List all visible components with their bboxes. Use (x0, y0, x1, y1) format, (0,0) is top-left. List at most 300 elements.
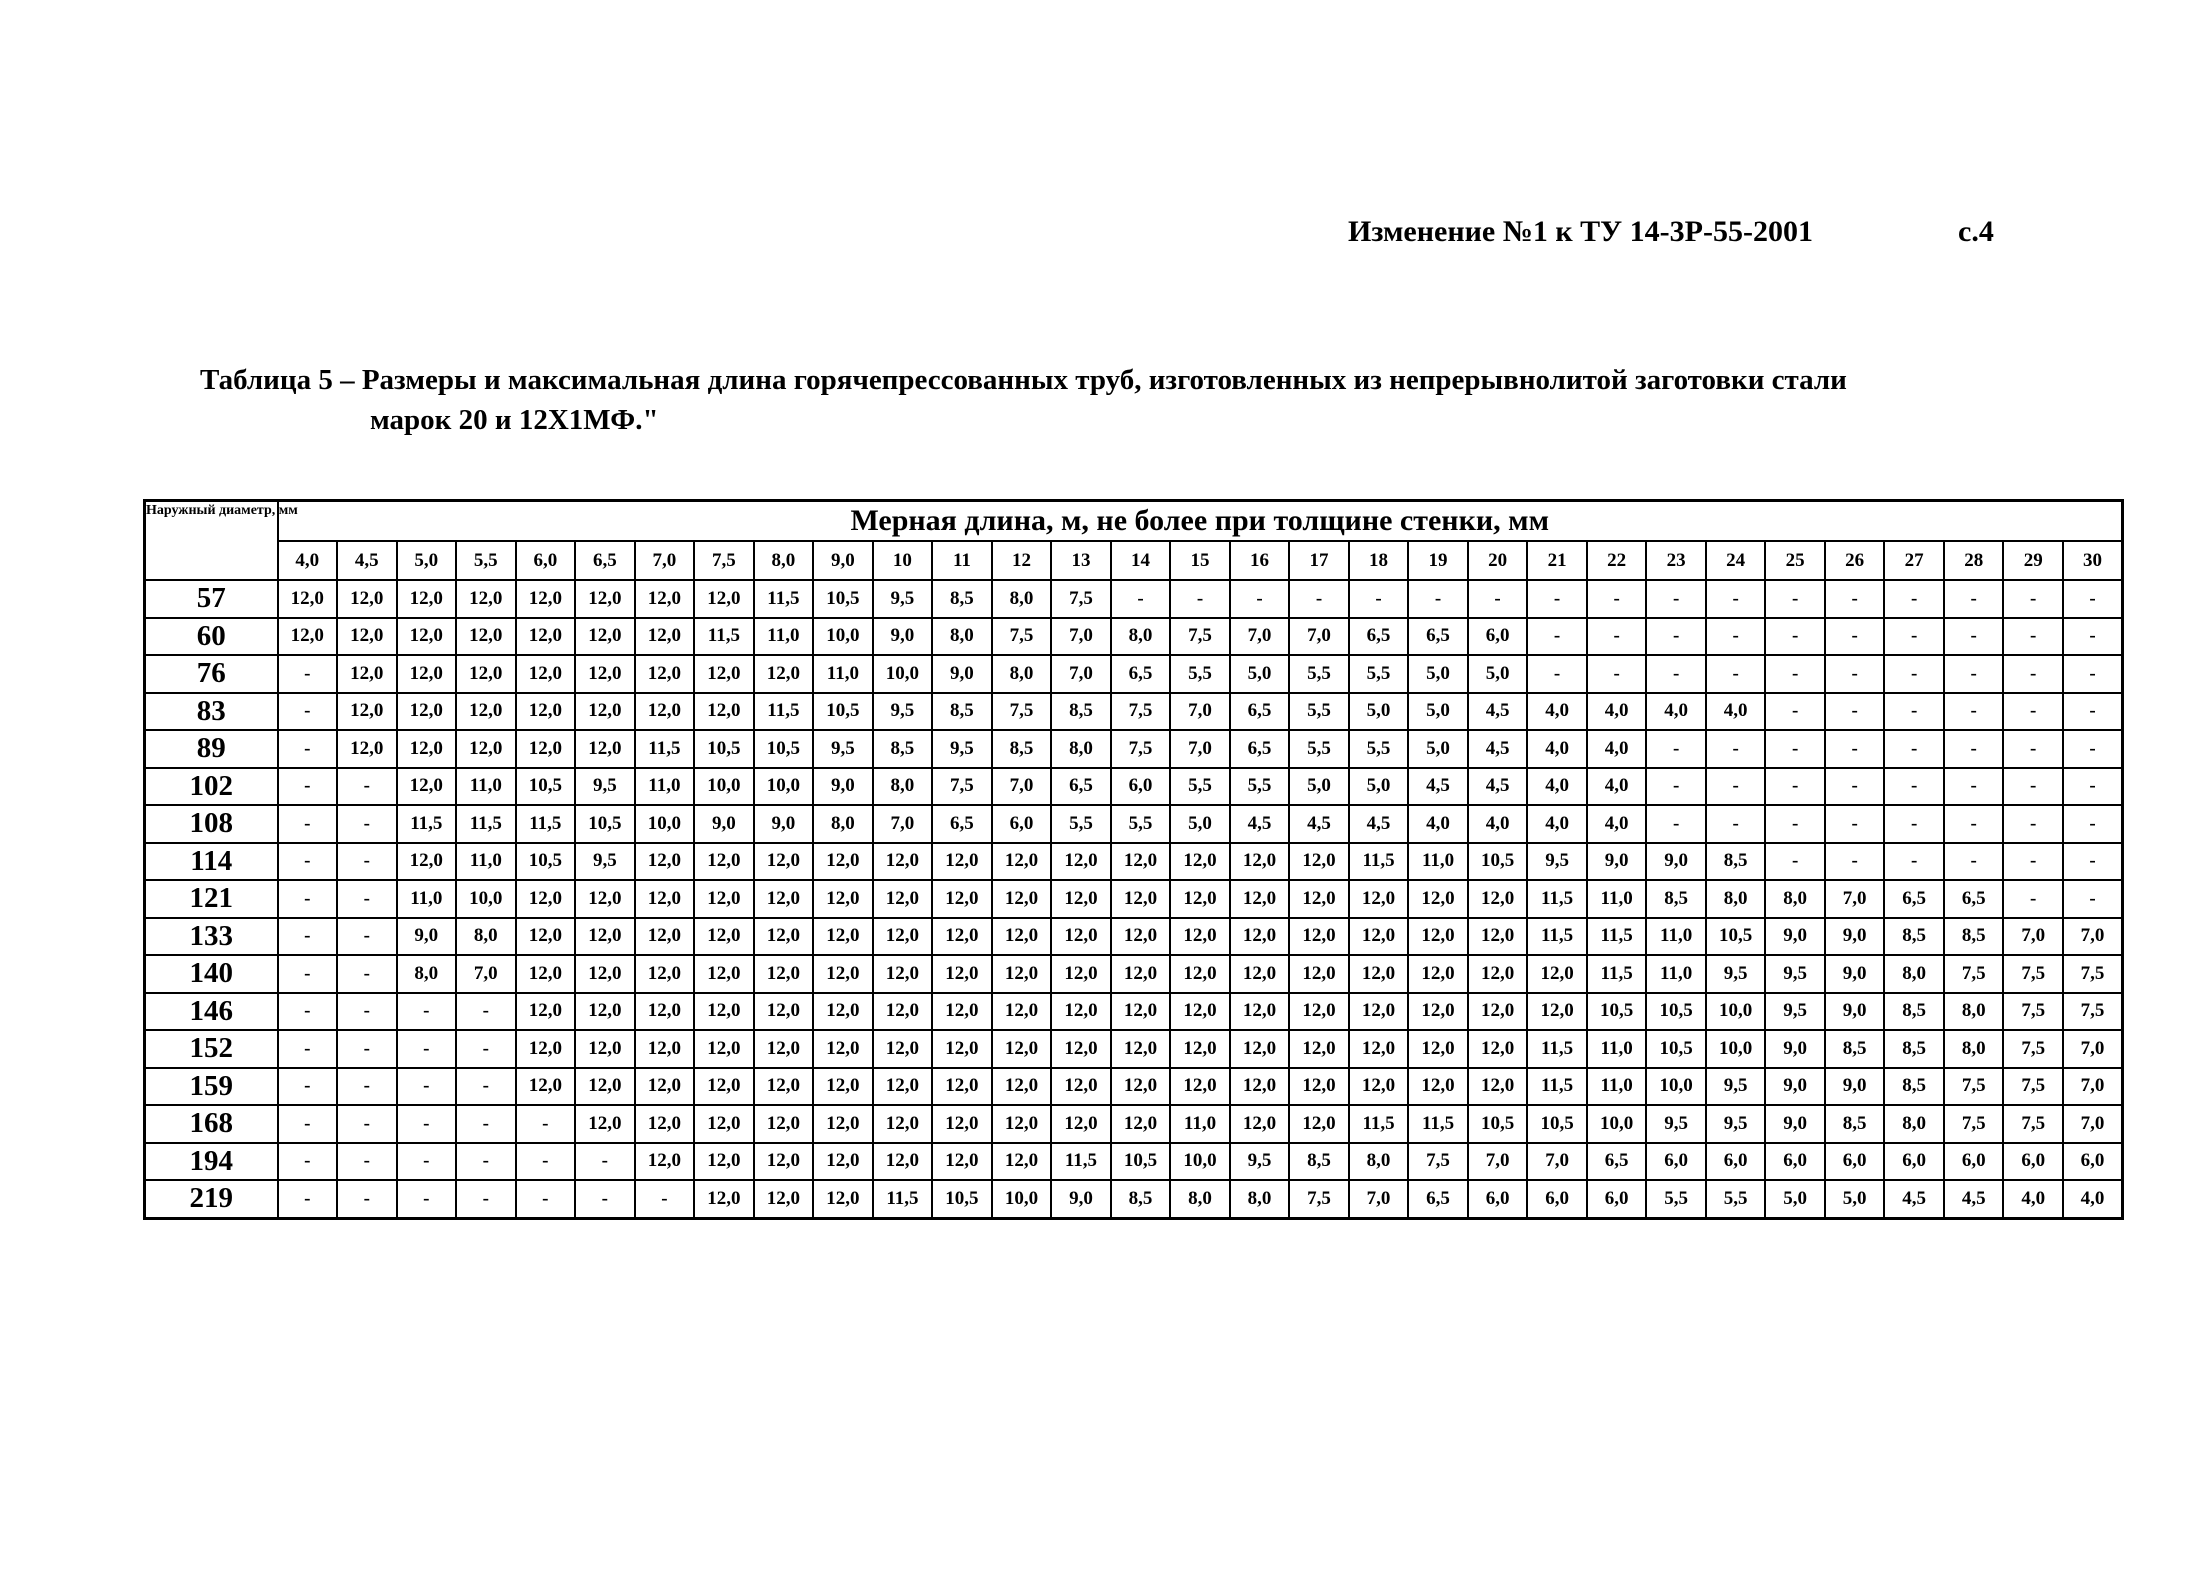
length-value-cell: 5,0 (1289, 768, 1349, 806)
length-value-cell: 11,5 (516, 805, 576, 843)
length-value-cell: 12,0 (516, 918, 576, 956)
length-value-cell: 12,0 (813, 955, 873, 993)
length-value-cell: 12,0 (1468, 918, 1528, 956)
length-value-cell: 5,0 (1349, 693, 1409, 731)
length-value-cell: 7,0 (1468, 1143, 1528, 1181)
length-value-cell: - (1884, 843, 1944, 881)
length-value-cell: 9,0 (932, 655, 992, 693)
length-value-cell: - (1884, 768, 1944, 806)
length-value-cell: 12,0 (1051, 1105, 1111, 1143)
length-value-cell: 10,0 (992, 1180, 1052, 1218)
length-value-cell: 12,0 (397, 655, 457, 693)
length-value-cell: 7,0 (2063, 1068, 2123, 1106)
length-value-cell: 12,0 (873, 918, 933, 956)
length-value-cell: 8,0 (1170, 1180, 1230, 1218)
thickness-header-cell: 20 (1468, 541, 1528, 580)
length-value-cell: 11,0 (1587, 1068, 1647, 1106)
length-value-cell: 12,0 (1170, 1030, 1230, 1068)
length-value-cell: 4,5 (1884, 1180, 1944, 1218)
thickness-header-cell: 30 (2063, 541, 2123, 580)
length-value-cell: 12,0 (932, 1030, 992, 1068)
length-value-cell: 12,0 (635, 993, 695, 1031)
table-row (145, 655, 2123, 693)
length-value-cell: 7,0 (2003, 918, 2063, 956)
length-value-cell: - (2063, 730, 2123, 768)
length-value-cell: 12,0 (754, 1105, 814, 1143)
outer-diameter-cell: 152 (145, 1030, 278, 1068)
thickness-header-cell: 22 (1587, 541, 1647, 580)
table-row (145, 618, 2123, 656)
length-value-cell: 11,5 (1349, 843, 1409, 881)
length-value-cell: 10,0 (873, 655, 933, 693)
length-value-cell: 12,0 (694, 1068, 754, 1106)
length-value-cell: 12,0 (813, 993, 873, 1031)
length-value-cell: - (516, 1105, 576, 1143)
length-value-cell: 11,0 (635, 768, 695, 806)
length-value-cell: 10,5 (813, 693, 873, 731)
length-value-cell: 8,0 (873, 768, 933, 806)
length-value-cell: 12,0 (1230, 1030, 1290, 1068)
length-value-cell: 10,0 (1646, 1068, 1706, 1106)
length-value-cell: 12,0 (992, 1143, 1052, 1181)
length-value-cell: 5,0 (1765, 1180, 1825, 1218)
length-value-cell: 5,5 (1111, 805, 1171, 843)
length-value-cell: 12,0 (337, 580, 397, 618)
length-value-cell: 9,5 (575, 768, 635, 806)
length-value-cell: - (1706, 580, 1766, 618)
length-value-cell: 7,0 (2063, 1030, 2123, 1068)
length-value-cell: 6,5 (1884, 880, 1944, 918)
corner-header: Наружный диаметр, мм (145, 501, 278, 581)
table-body (145, 580, 2123, 1218)
length-value-cell: 5,0 (1349, 768, 1409, 806)
thickness-header-cell: 24 (1706, 541, 1766, 580)
length-value-cell: 10,0 (754, 768, 814, 806)
length-value-cell: 12,0 (813, 1143, 873, 1181)
length-value-cell: 12,0 (694, 1030, 754, 1068)
table-row (145, 1143, 2123, 1181)
length-value-cell: 10,5 (575, 805, 635, 843)
length-value-cell: 6,5 (1587, 1143, 1647, 1181)
length-value-cell: 7,0 (2063, 1105, 2123, 1143)
length-value-cell: 11,5 (754, 693, 814, 731)
length-value-cell: 7,5 (1944, 955, 2004, 993)
length-value-cell: 12,0 (932, 1143, 992, 1181)
thickness-header-cell: 9,0 (813, 541, 873, 580)
length-value-cell: - (397, 1180, 457, 1218)
length-value-cell: - (1944, 693, 2004, 731)
length-value-cell: 12,0 (1230, 1105, 1290, 1143)
length-value-cell: 12,0 (694, 955, 754, 993)
length-value-cell: 9,5 (1765, 955, 1825, 993)
caption-line-1: Таблица 5 – Размеры и максимальная длина горячепрессованных труб, изготовленных из непрерывнолитой заготовки стали (200, 364, 1847, 396)
length-value-cell: 9,5 (1646, 1105, 1706, 1143)
length-value-cell: 10,0 (694, 768, 754, 806)
length-value-cell: 7,0 (1051, 655, 1111, 693)
length-value-cell: 12,0 (1051, 918, 1111, 956)
length-value-cell: - (1825, 843, 1885, 881)
length-value-cell: 12,0 (1289, 955, 1349, 993)
length-value-cell: 9,0 (1587, 843, 1647, 881)
length-value-cell: 12,0 (516, 1030, 576, 1068)
length-value-cell: 5,0 (1408, 730, 1468, 768)
length-value-cell: 12,0 (1289, 918, 1349, 956)
length-value-cell: - (456, 1068, 516, 1106)
length-value-cell: 10,0 (1587, 1105, 1647, 1143)
length-value-cell: - (278, 955, 338, 993)
length-value-cell: 12,0 (873, 993, 933, 1031)
length-value-cell: 7,5 (1170, 618, 1230, 656)
length-value-cell: 8,0 (1111, 618, 1171, 656)
length-value-cell: 12,0 (635, 843, 695, 881)
length-value-cell: 12,0 (694, 1143, 754, 1181)
length-value-cell: - (1825, 693, 1885, 731)
length-value-cell: - (2003, 843, 2063, 881)
table-row (145, 955, 2123, 993)
length-value-cell: 5,5 (1706, 1180, 1766, 1218)
length-value-cell: - (1825, 580, 1885, 618)
length-value-cell: 4,0 (2063, 1180, 2123, 1218)
length-value-cell: 12,0 (1408, 955, 1468, 993)
length-value-cell: 11,5 (1527, 1068, 1587, 1106)
length-value-cell: 12,0 (1170, 993, 1230, 1031)
length-value-cell: 12,0 (1230, 955, 1290, 993)
length-value-cell: - (2003, 580, 2063, 618)
length-value-cell: 12,0 (932, 1105, 992, 1143)
table-row (145, 730, 2123, 768)
length-value-cell: 12,0 (635, 655, 695, 693)
length-value-cell: 12,0 (992, 1030, 1052, 1068)
length-value-cell: 7,5 (1289, 1180, 1349, 1218)
length-value-cell: - (2063, 880, 2123, 918)
length-value-cell: 12,0 (754, 843, 814, 881)
length-value-cell: 10,5 (1706, 918, 1766, 956)
length-value-cell: - (1765, 693, 1825, 731)
length-value-cell: - (516, 1143, 576, 1181)
length-value-cell: 11,5 (1587, 955, 1647, 993)
length-value-cell: 11,5 (1349, 1105, 1409, 1143)
length-value-cell: - (1408, 580, 1468, 618)
length-value-cell: - (1884, 730, 1944, 768)
length-value-cell: 4,0 (2003, 1180, 2063, 1218)
length-value-cell: 12,0 (694, 843, 754, 881)
length-value-cell: 6,5 (1230, 730, 1290, 768)
length-value-cell: 10,0 (1706, 993, 1766, 1031)
length-value-cell: - (1587, 655, 1647, 693)
length-value-cell: 12,0 (1111, 955, 1171, 993)
length-value-cell: 11,5 (694, 618, 754, 656)
length-value-cell: 6,5 (1349, 618, 1409, 656)
length-value-cell: - (635, 1180, 695, 1218)
length-value-cell: 11,0 (1587, 1030, 1647, 1068)
table-row (145, 880, 2123, 918)
length-value-cell: 6,5 (1408, 618, 1468, 656)
thickness-header-cell: 18 (1349, 541, 1409, 580)
length-value-cell: - (1527, 580, 1587, 618)
length-value-cell: 6,0 (1765, 1143, 1825, 1181)
length-value-cell: 5,5 (1170, 655, 1230, 693)
length-value-cell: 5,0 (1825, 1180, 1885, 1218)
length-value-cell: - (337, 805, 397, 843)
length-value-cell: - (1706, 805, 1766, 843)
length-value-cell: 12,0 (575, 693, 635, 731)
length-value-cell: - (1825, 618, 1885, 656)
length-value-cell: 4,5 (1944, 1180, 2004, 1218)
length-value-cell: 12,0 (694, 580, 754, 618)
length-value-cell: 12,0 (992, 843, 1052, 881)
length-value-cell: 8,0 (1230, 1180, 1290, 1218)
length-value-cell: 8,0 (1765, 880, 1825, 918)
length-value-cell: 12,0 (1111, 1030, 1171, 1068)
length-value-cell: - (278, 843, 338, 881)
length-value-cell: 12,0 (1230, 843, 1290, 881)
length-value-cell: 8,5 (1825, 1030, 1885, 1068)
length-value-cell: 7,5 (932, 768, 992, 806)
length-value-cell: 11,5 (1527, 880, 1587, 918)
length-value-cell: - (337, 1143, 397, 1181)
length-value-cell: 9,5 (1230, 1143, 1290, 1181)
length-value-cell: 8,5 (1111, 1180, 1171, 1218)
length-value-cell: 8,5 (932, 693, 992, 731)
length-value-cell: 7,0 (1230, 618, 1290, 656)
length-value-cell: 9,5 (1706, 1068, 1766, 1106)
thickness-header-cell: 6,0 (516, 541, 576, 580)
length-value-cell: 12,0 (1289, 880, 1349, 918)
length-value-cell: 12,0 (1111, 993, 1171, 1031)
length-value-cell: 11,0 (813, 655, 873, 693)
length-value-cell: 4,0 (1587, 768, 1647, 806)
length-value-cell: 5,0 (1408, 693, 1468, 731)
length-value-cell: 9,5 (1706, 1105, 1766, 1143)
length-value-cell: - (1706, 730, 1766, 768)
outer-diameter-cell: 60 (145, 618, 278, 656)
length-value-cell: 12,0 (516, 618, 576, 656)
length-value-cell: - (278, 693, 338, 731)
length-value-cell: 12,0 (1051, 880, 1111, 918)
length-value-cell: - (456, 1180, 516, 1218)
length-value-cell: 9,5 (932, 730, 992, 768)
length-value-cell: 9,5 (1706, 955, 1766, 993)
length-value-cell: 12,0 (873, 1143, 933, 1181)
length-value-cell: 9,0 (397, 918, 457, 956)
length-value-cell: 5,5 (1289, 730, 1349, 768)
length-value-cell: 4,0 (1646, 693, 1706, 731)
length-value-cell: 10,5 (1468, 843, 1528, 881)
length-value-cell: 6,0 (1111, 768, 1171, 806)
length-value-cell: 4,0 (1587, 730, 1647, 768)
length-value-cell: 12,0 (1468, 1068, 1528, 1106)
length-value-cell: - (1884, 618, 1944, 656)
length-value-cell: 12,0 (694, 1180, 754, 1218)
document-header (1348, 215, 2018, 249)
length-value-cell: 12,0 (1289, 1068, 1349, 1106)
length-value-cell: 12,0 (1408, 880, 1468, 918)
length-value-cell: - (1111, 580, 1171, 618)
length-value-cell: 8,5 (1884, 993, 1944, 1031)
length-value-cell: 9,0 (1646, 843, 1706, 881)
length-value-cell: 12,0 (456, 655, 516, 693)
outer-diameter-cell: 140 (145, 955, 278, 993)
length-value-cell: 10,5 (1646, 1030, 1706, 1068)
length-value-cell: 7,0 (1051, 618, 1111, 656)
length-value-cell: 12,0 (813, 880, 873, 918)
length-value-cell: 12,0 (1051, 955, 1111, 993)
table-row (145, 693, 2123, 731)
outer-diameter-cell: 114 (145, 843, 278, 881)
length-value-cell: 12,0 (1230, 993, 1290, 1031)
length-value-cell: - (1587, 580, 1647, 618)
length-value-cell: 11,5 (1051, 1143, 1111, 1181)
length-value-cell: - (1884, 655, 1944, 693)
length-value-cell: - (337, 918, 397, 956)
length-value-cell: 11,5 (1527, 1030, 1587, 1068)
length-value-cell: 10,5 (694, 730, 754, 768)
length-value-cell: 12,0 (1289, 993, 1349, 1031)
length-value-cell: 4,5 (1408, 768, 1468, 806)
length-value-cell: 8,5 (1646, 880, 1706, 918)
length-value-cell: 12,0 (932, 880, 992, 918)
length-value-cell: 7,5 (2003, 1030, 2063, 1068)
thickness-header-cell: 21 (1527, 541, 1587, 580)
length-value-cell: 12,0 (1349, 880, 1409, 918)
length-value-cell: 8,5 (1884, 1030, 1944, 1068)
length-value-cell: 8,5 (1051, 693, 1111, 731)
length-value-cell: 12,0 (1111, 1068, 1171, 1106)
length-value-cell: - (2063, 618, 2123, 656)
length-value-cell: 12,0 (575, 955, 635, 993)
thickness-header-cell: 14 (1111, 541, 1171, 580)
group-header: Мерная длина, м, не более при толщине стенки, мм (278, 501, 2123, 542)
outer-diameter-cell: 102 (145, 768, 278, 806)
length-value-cell: - (337, 1030, 397, 1068)
outer-diameter-cell: 89 (145, 730, 278, 768)
length-value-cell: 12,0 (873, 1030, 933, 1068)
length-value-cell: 11,0 (1587, 880, 1647, 918)
length-value-cell: 12,0 (516, 730, 576, 768)
length-value-cell: 5,5 (1289, 693, 1349, 731)
length-value-cell: - (337, 880, 397, 918)
length-value-cell: 7,5 (1944, 1068, 2004, 1106)
length-value-cell: 12,0 (932, 993, 992, 1031)
length-value-cell: 12,0 (1527, 993, 1587, 1031)
length-value-cell: 10,5 (1111, 1143, 1171, 1181)
length-value-cell: 12,0 (575, 918, 635, 956)
length-value-cell: - (1646, 580, 1706, 618)
length-value-cell: 6,0 (1944, 1143, 2004, 1181)
length-value-cell: - (1765, 768, 1825, 806)
table-row (145, 1180, 2123, 1218)
length-value-cell: 5,0 (1468, 655, 1528, 693)
length-value-cell: - (397, 1030, 457, 1068)
length-value-cell: 10,5 (1468, 1105, 1528, 1143)
thickness-header-cell: 12 (992, 541, 1052, 580)
length-value-cell: 12,0 (1170, 843, 1230, 881)
page-number: с.4 (1958, 215, 1994, 248)
length-value-cell: - (456, 993, 516, 1031)
length-value-cell: 12,0 (456, 730, 516, 768)
length-value-cell: - (456, 1143, 516, 1181)
thickness-header-cell: 7,0 (635, 541, 695, 580)
length-value-cell: 12,0 (694, 918, 754, 956)
length-value-cell: - (2003, 655, 2063, 693)
length-value-cell: 12,0 (516, 693, 576, 731)
length-value-cell: 7,0 (1289, 618, 1349, 656)
length-value-cell: 4,5 (1468, 730, 1528, 768)
length-value-cell: 12,0 (337, 693, 397, 731)
length-value-cell: - (278, 1030, 338, 1068)
length-value-cell: 10,5 (754, 730, 814, 768)
length-value-cell: - (278, 1143, 338, 1181)
table-row (145, 843, 2123, 881)
length-value-cell: 6,0 (1468, 1180, 1528, 1218)
length-value-cell: 12,0 (516, 580, 576, 618)
table-row (145, 805, 2123, 843)
length-value-cell: 12,0 (397, 768, 457, 806)
table-row (145, 993, 2123, 1031)
thickness-header-cell: 8,0 (754, 541, 814, 580)
length-value-cell: - (2063, 768, 2123, 806)
thickness-header-cell: 11 (932, 541, 992, 580)
length-value-cell: 12,0 (456, 618, 516, 656)
length-value-cell: 12,0 (932, 1068, 992, 1106)
length-value-cell: 12,0 (992, 993, 1052, 1031)
length-value-cell: - (1825, 805, 1885, 843)
thickness-header-cell: 13 (1051, 541, 1111, 580)
length-value-cell: 5,5 (1646, 1180, 1706, 1218)
length-value-cell: 7,5 (1111, 693, 1171, 731)
length-value-cell: 12,0 (1230, 918, 1290, 956)
length-value-cell: 12,0 (873, 955, 933, 993)
length-value-cell: 6,0 (1825, 1143, 1885, 1181)
length-value-cell: 8,5 (873, 730, 933, 768)
length-value-cell: 4,0 (1706, 693, 1766, 731)
length-value-cell: 12,0 (813, 843, 873, 881)
thickness-header-cell: 27 (1884, 541, 1944, 580)
length-value-cell: 7,0 (873, 805, 933, 843)
length-value-cell: 12,0 (1468, 955, 1528, 993)
length-value-cell: 11,5 (397, 805, 457, 843)
length-value-cell: 12,0 (754, 955, 814, 993)
outer-diameter-cell: 194 (145, 1143, 278, 1181)
length-value-cell: 12,0 (1111, 1105, 1171, 1143)
length-value-cell: 12,0 (1408, 1030, 1468, 1068)
length-value-cell: 10,5 (932, 1180, 992, 1218)
length-value-cell: 10,5 (1587, 993, 1647, 1031)
thickness-header-cell: 5,0 (397, 541, 457, 580)
length-value-cell: - (278, 993, 338, 1031)
length-value-cell: 12,0 (754, 1180, 814, 1218)
length-value-cell: 10,0 (813, 618, 873, 656)
length-value-cell: 6,0 (1468, 618, 1528, 656)
length-value-cell: 12,0 (873, 843, 933, 881)
length-value-cell: - (278, 768, 338, 806)
length-value-cell: 11,5 (456, 805, 516, 843)
length-value-cell: 12,0 (1349, 955, 1409, 993)
length-value-cell: 12,0 (1289, 843, 1349, 881)
length-value-cell: 8,0 (813, 805, 873, 843)
length-value-cell: 12,0 (516, 880, 576, 918)
length-value-cell: 8,5 (992, 730, 1052, 768)
length-value-cell: - (1527, 618, 1587, 656)
length-value-cell: 12,0 (1051, 843, 1111, 881)
length-value-cell: 12,0 (873, 880, 933, 918)
length-value-cell: 5,5 (1289, 655, 1349, 693)
length-value-cell: 7,5 (2003, 1105, 2063, 1143)
length-value-cell: - (456, 1105, 516, 1143)
length-value-cell: - (278, 730, 338, 768)
length-value-cell: - (1646, 655, 1706, 693)
length-value-cell: - (278, 1180, 338, 1218)
